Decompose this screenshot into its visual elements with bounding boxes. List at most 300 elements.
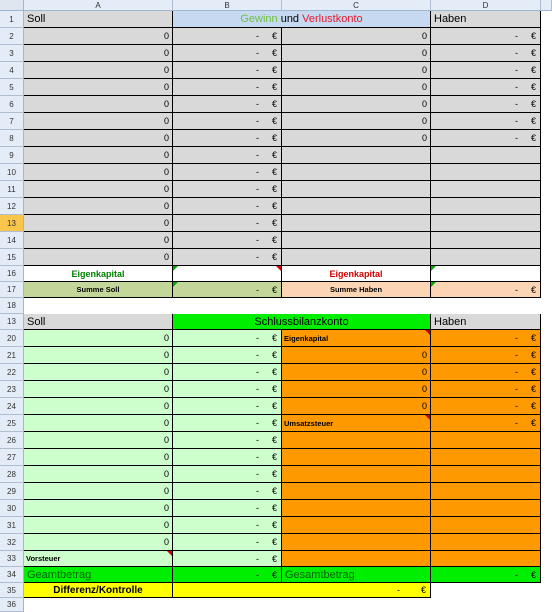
zero-value [282, 28, 427, 44]
zero-value [24, 79, 169, 95]
guv-soll-amount-cell[interactable] [173, 181, 282, 198]
sbk-row-24 [24, 398, 552, 415]
sbk-gesamtbetrag-right-amount[interactable] [431, 567, 541, 583]
column-header-a[interactable]: A [24, 0, 173, 11]
euro-sign: € [271, 452, 277, 462]
zero-value [282, 364, 427, 380]
guv-haben-account-cell[interactable] [282, 198, 431, 215]
sbk-gesamtbetrag-left-text-wrap [27, 567, 172, 582]
row-header-13[interactable]: 13 [0, 314, 24, 330]
sbk-gesamtbetrag-right-label: Gesamtbetrag [285, 568, 355, 581]
row-header-3[interactable]: 3 [0, 45, 24, 62]
column-header-d[interactable]: D [431, 0, 541, 11]
euro-sign: € [271, 486, 277, 496]
zero-value [24, 432, 169, 448]
euro-sign: € [530, 418, 536, 428]
guv-soll-amount-cell[interactable] [173, 62, 282, 79]
guv-row-11 [24, 181, 552, 198]
row-header-2[interactable]: 2 [0, 28, 24, 45]
sbk-row-20 [24, 330, 552, 347]
zero-text: 0 [421, 116, 427, 126]
sbk-haben-amount-cell[interactable] [431, 381, 541, 398]
guv-haben-eigenkapital-amount[interactable] [431, 266, 541, 282]
sbk-soll-account-cell[interactable] [24, 466, 173, 483]
sbk-soll-amount-cell[interactable] [173, 415, 282, 432]
row-header-32[interactable]: 32 [0, 534, 24, 551]
guv-haben-amount-cell[interactable] [431, 232, 541, 249]
row-header-18[interactable]: 18 [0, 298, 24, 314]
guv-row-15 [24, 249, 552, 266]
guv-soll-eigenkapital-label: Eigenkapital [71, 268, 125, 279]
guv-haben-amount-cell[interactable] [431, 79, 541, 96]
guv-soll-amount-cell[interactable] [173, 28, 282, 45]
sbk-soll-amount-cell[interactable] [173, 466, 282, 483]
row-header-24[interactable]: 24 [0, 398, 24, 415]
dash-value: - [256, 48, 259, 58]
sbk-soll-account-cell[interactable] [24, 483, 173, 500]
guv-row-7 [24, 113, 552, 130]
guv-summe-soll[interactable] [24, 282, 173, 298]
sbk-soll-account-cell[interactable] [24, 432, 173, 449]
sbk-row-23 [24, 381, 552, 398]
sbk-umsatzsteuer[interactable] [282, 415, 431, 432]
sbk-haben-amount-cell[interactable] [431, 500, 541, 517]
guv-soll-account-cell[interactable] [24, 79, 173, 96]
dash-value: - [515, 99, 518, 109]
zero-text: 0 [421, 65, 427, 75]
row-header-20[interactable]: 20 [0, 330, 24, 347]
zero-value [24, 517, 169, 533]
guv-soll-amount-cell[interactable] [173, 232, 282, 249]
sbk-haben-account-cell[interactable] [282, 432, 431, 449]
row-header-26[interactable]: 26 [0, 432, 24, 449]
sbk-row-21 [24, 347, 552, 364]
sbk-soll-amount-cell[interactable] [173, 500, 282, 517]
sbk-gesamtbetrag-left-label: Geamtbetrag [27, 568, 92, 581]
dash-value: - [515, 333, 518, 343]
guv-title-cell[interactable] [173, 11, 431, 28]
sbk-umsatzsteuer-text-wrap [282, 415, 430, 431]
row-header-13[interactable]: 13 [0, 215, 24, 232]
sbk-haben-amount-cell[interactable] [431, 398, 541, 415]
guv-soll-amount-cell[interactable] [173, 130, 282, 147]
euro-sign: € [530, 116, 536, 126]
comment-indicator [431, 282, 436, 287]
guv-soll-amount-cell[interactable] [173, 79, 282, 96]
euro-sign: € [271, 252, 277, 262]
guv-soll-account-cell[interactable] [24, 62, 173, 79]
sbk-soll-amount-cell[interactable] [173, 347, 282, 364]
guv-summe-soll-text-wrap [24, 282, 172, 297]
row-header-30[interactable]: 30 [0, 500, 24, 517]
select-all-corner[interactable] [0, 0, 24, 11]
zero-value [282, 96, 427, 112]
sbk-gesamtbetrag-right-text-wrap [285, 567, 430, 582]
guv-soll-account-cell[interactable] [24, 28, 173, 45]
guv-haben-account-cell[interactable] [282, 249, 431, 266]
dash-value: - [256, 218, 259, 228]
zero-text: 0 [163, 65, 169, 75]
sbk-haben-amount-cell[interactable] [431, 483, 541, 500]
zero-value [282, 381, 427, 397]
comment-indicator [173, 282, 178, 287]
sbk-soll-account-cell[interactable] [24, 534, 173, 551]
guv-soll-amount-cell[interactable] [173, 147, 282, 164]
row-header-6[interactable]: 6 [0, 96, 24, 113]
sbk-haben-account-cell[interactable] [282, 466, 431, 483]
guv-row-6 [24, 96, 552, 113]
sbk-row-25 [24, 415, 552, 432]
sbk-gesamtbetrag-left-amount[interactable] [173, 567, 282, 583]
guv-haben-amount-cell[interactable] [431, 96, 541, 113]
sbk-soll-amount-cell[interactable] [173, 449, 282, 466]
dash-value: - [515, 401, 518, 411]
row-header-11[interactable]: 11 [0, 181, 24, 198]
zero-value [24, 449, 169, 465]
differenz-label[interactable] [24, 583, 173, 598]
dash-value: - [515, 31, 518, 41]
euro-sign: € [530, 65, 536, 75]
guv-row-2 [24, 28, 552, 45]
sbk-eigenkapital-label: Eigenkapital [284, 333, 329, 343]
guv-soll-account-cell[interactable] [24, 215, 173, 232]
row-header-15[interactable]: 15 [0, 249, 24, 266]
zero-text: 0 [163, 184, 169, 194]
guv-soll-eigenkapital-amount[interactable] [173, 266, 282, 282]
guv-summe-haben[interactable] [282, 282, 431, 298]
guv-soll-header[interactable] [24, 11, 173, 28]
guv-title-und: und [277, 13, 303, 25]
sbk-haben-header-text-wrap [434, 314, 540, 329]
sbk-title-cell[interactable] [173, 314, 431, 330]
sbk-haben-amount-cell[interactable] [431, 347, 541, 364]
zero-value [282, 130, 427, 146]
zero-text: 0 [163, 201, 169, 211]
sbk-haben-account-cell[interactable] [282, 500, 431, 517]
dash-value: - [256, 384, 259, 394]
guv-soll-account-cell[interactable] [24, 198, 173, 215]
row-header-8[interactable]: 8 [0, 130, 24, 147]
row-header-10[interactable]: 10 [0, 164, 24, 181]
euro-sign: € [271, 150, 277, 160]
zero-value [24, 381, 169, 397]
guv-row-8 [24, 130, 552, 147]
zero-value [282, 398, 427, 414]
zero-value [24, 113, 169, 129]
sbk-row-32 [24, 534, 552, 551]
zero-text: 0 [163, 99, 169, 109]
dash-value: - [256, 537, 259, 547]
row-header-27[interactable]: 27 [0, 449, 24, 466]
sbk-soll-header-label: Soll [27, 315, 46, 328]
guv-soll-amount-cell[interactable] [173, 45, 282, 62]
guv-soll-amount-cell[interactable] [173, 164, 282, 181]
sbk-row-22 [24, 364, 552, 381]
row-header-14[interactable]: 14 [0, 232, 24, 249]
zero-value [24, 534, 169, 550]
sbk-soll-amount-cell[interactable] [173, 517, 282, 534]
comment-indicator [431, 266, 436, 271]
guv-soll-eigenkapital[interactable] [24, 266, 173, 282]
euro-sign: € [271, 435, 277, 445]
zero-value [24, 500, 169, 516]
sbk-vorsteuer[interactable] [24, 551, 173, 567]
guv-haben-account-cell[interactable] [282, 181, 431, 198]
dash-value: - [256, 99, 259, 109]
guv-soll-account-cell[interactable] [24, 45, 173, 62]
zero-text: 0 [163, 31, 169, 41]
dash-value: - [256, 350, 259, 360]
zero-value [24, 164, 169, 180]
sbk-soll-amount-cell[interactable] [173, 381, 282, 398]
row-header-29[interactable]: 29 [0, 483, 24, 500]
zero-text: 0 [163, 82, 169, 92]
row-header-28[interactable]: 28 [0, 466, 24, 483]
euro-sign: € [271, 184, 277, 194]
guv-summe-haben-amount[interactable] [431, 282, 541, 298]
row-header-4[interactable]: 4 [0, 62, 24, 79]
guv-haben-amount-cell[interactable] [431, 45, 541, 62]
euro-sign: € [271, 469, 277, 479]
sbk-haben-header[interactable] [431, 314, 541, 330]
sbk-haben-amount-cell[interactable] [431, 415, 541, 432]
euro-sign: € [530, 384, 536, 394]
sbk-haben-amount-cell[interactable] [431, 534, 541, 551]
sbk-haben-amount-cell[interactable] [431, 551, 541, 567]
dash-value: - [256, 520, 259, 530]
guv-soll-account-cell[interactable] [24, 130, 173, 147]
guv-haben-amount-cell[interactable] [431, 164, 541, 181]
guv-haben-account-cell[interactable] [282, 215, 431, 232]
euro-sign: € [271, 367, 277, 377]
zero-value [24, 466, 169, 482]
sbk-haben-account-cell[interactable] [282, 483, 431, 500]
guv-haben-account-cell[interactable] [282, 147, 431, 164]
sbk-soll-amount-cell[interactable] [173, 432, 282, 449]
sbk-row-29 [24, 483, 552, 500]
column-header-b[interactable]: B [173, 0, 282, 11]
guv-summe-haben-label: Summe Haben [329, 285, 383, 294]
sbk-soll-amount-cell[interactable] [173, 483, 282, 500]
guv-soll-amount-cell[interactable] [173, 198, 282, 215]
zero-text: 0 [421, 350, 427, 360]
sbk-soll-account-cell[interactable] [24, 364, 173, 381]
dash-value: - [397, 585, 400, 595]
guv-soll-account-cell[interactable] [24, 232, 173, 249]
zero-value [24, 198, 169, 214]
row-header-7[interactable]: 7 [0, 113, 24, 130]
row-header-9[interactable]: 9 [0, 147, 24, 164]
sbk-row-30 [24, 500, 552, 517]
zero-text: 0 [163, 469, 169, 479]
dash-value: - [256, 486, 259, 496]
sbk-soll-account-cell[interactable] [24, 415, 173, 432]
guv-haben-eigenkapital[interactable] [282, 266, 431, 282]
sbk-haben-account-cell[interactable] [282, 347, 431, 364]
sbk-haben-amount-cell[interactable] [431, 517, 541, 534]
row-header-21[interactable]: 21 [0, 347, 24, 364]
zero-value [24, 249, 169, 265]
guv-haben-amount-cell[interactable] [431, 215, 541, 232]
guv-summe-soll-label: Summe Soll [76, 285, 120, 294]
guv-soll-account-cell[interactable] [24, 164, 173, 181]
guv-soll-account-cell[interactable] [24, 181, 173, 198]
euro-sign: € [420, 585, 426, 595]
zero-text: 0 [163, 252, 169, 262]
row-header-25[interactable]: 25 [0, 415, 24, 432]
guv-title-wrap [173, 11, 430, 27]
sbk-row-27 [24, 449, 552, 466]
zero-text: 0 [163, 167, 169, 177]
row-header-1[interactable]: 1 [0, 11, 24, 28]
dash-value: - [256, 150, 259, 160]
sbk-soll-header[interactable] [24, 314, 173, 330]
column-header-e[interactable] [541, 0, 552, 11]
guv-summe-row [24, 282, 552, 298]
sbk-haben-amount-cell[interactable] [431, 466, 541, 483]
row-header-33[interactable]: 33 [0, 551, 24, 567]
sbk-haben-account-cell[interactable] [282, 534, 431, 551]
sbk-gesamtbetrag-right[interactable] [282, 567, 431, 583]
dash-value: - [515, 384, 518, 394]
row-header-16[interactable]: 16 [0, 266, 24, 282]
comment-indicator [425, 415, 430, 420]
zero-text: 0 [163, 384, 169, 394]
sbk-soll-account-cell[interactable] [24, 381, 173, 398]
zero-text: 0 [421, 367, 427, 377]
sbk-haben-account-cell[interactable] [282, 364, 431, 381]
guv-haben-header[interactable] [431, 11, 541, 28]
row-header-34[interactable]: 34 [0, 567, 24, 583]
dash-value: - [256, 201, 259, 211]
sbk-row-31 [24, 517, 552, 534]
row-header-5[interactable]: 5 [0, 79, 24, 96]
euro-sign: € [530, 333, 536, 343]
guv-haben-account-cell[interactable] [282, 28, 431, 45]
guv-haben-account-cell[interactable] [282, 62, 431, 79]
sbk-haben-amount-cell[interactable] [431, 330, 541, 347]
sbk-haben-account-cell[interactable] [282, 381, 431, 398]
sbk-soll-amount-cell[interactable] [173, 364, 282, 381]
row-header-36[interactable]: 36 [0, 598, 24, 612]
sbk-soll-account-cell[interactable] [24, 398, 173, 415]
guv-haben-amount-cell[interactable] [431, 181, 541, 198]
row-header-23[interactable]: 23 [0, 381, 24, 398]
sbk-soll-account-cell[interactable] [24, 449, 173, 466]
differenz-amount[interactable] [173, 583, 431, 598]
sbk-haben-amount-cell[interactable] [431, 364, 541, 381]
comment-indicator [276, 266, 281, 271]
sbk-soll-amount-cell[interactable] [173, 330, 282, 347]
zero-text: 0 [421, 401, 427, 411]
zero-value [24, 96, 169, 112]
guv-soll-amount-cell[interactable] [173, 249, 282, 266]
zero-text: 0 [163, 48, 169, 58]
sbk-eigenkapital[interactable] [282, 330, 431, 347]
guv-haben-amount-cell[interactable] [431, 130, 541, 147]
guv-haben-amount-cell[interactable] [431, 62, 541, 79]
guv-soll-account-cell[interactable] [24, 113, 173, 130]
euro-sign: € [271, 333, 277, 343]
dash-value: - [515, 82, 518, 92]
guv-soll-amount-cell[interactable] [173, 96, 282, 113]
guv-haben-amount-cell[interactable] [431, 113, 541, 130]
sbk-haben-account-cell[interactable] [282, 551, 431, 567]
row-header-35[interactable]: 35 [0, 583, 24, 598]
guv-haben-account-cell[interactable] [282, 79, 431, 96]
sbk-haben-account-cell[interactable] [282, 398, 431, 415]
sbk-soll-account-cell[interactable] [24, 500, 173, 517]
row-header-22[interactable]: 22 [0, 364, 24, 381]
guv-haben-amount-cell[interactable] [431, 249, 541, 266]
guv-title-verlust: Verlustkonto [302, 13, 363, 25]
row-header-17[interactable]: 17 [0, 282, 24, 298]
guv-haben-account-cell[interactable] [282, 232, 431, 249]
sbk-soll-account-cell[interactable] [24, 517, 173, 534]
guv-title-gewinn: Gewinn [240, 13, 278, 25]
sbk-gesamtbetrag-left[interactable] [24, 567, 173, 583]
guv-soll-account-cell[interactable] [24, 147, 173, 164]
sbk-haben-amount-cell[interactable] [431, 449, 541, 466]
sbk-haben-account-cell[interactable] [282, 449, 431, 466]
guv-haben-amount-cell[interactable] [431, 28, 541, 45]
sbk-haben-account-cell[interactable] [282, 517, 431, 534]
zero-text: 0 [163, 452, 169, 462]
guv-soll-amount-cell[interactable] [173, 113, 282, 130]
row-header-12[interactable]: 12 [0, 198, 24, 215]
sbk-soll-account-cell[interactable] [24, 347, 173, 364]
column-header-c[interactable]: C [282, 0, 431, 11]
sbk-soll-amount-cell[interactable] [173, 551, 282, 567]
zero-text: 0 [163, 418, 169, 428]
guv-haben-amount-cell[interactable] [431, 147, 541, 164]
sbk-soll-account-cell[interactable] [24, 330, 173, 347]
guv-row-10 [24, 164, 552, 181]
guv-haben-account-cell[interactable] [282, 96, 431, 113]
guv-haben-account-cell[interactable] [282, 130, 431, 147]
comment-indicator [173, 266, 178, 271]
comment-indicator [167, 551, 172, 556]
zero-text: 0 [163, 333, 169, 343]
guv-soll-amount-cell[interactable] [173, 215, 282, 232]
dash-value: - [256, 418, 259, 428]
guv-haben-account-cell[interactable] [282, 113, 431, 130]
dash-value: - [256, 167, 259, 177]
euro-sign: € [271, 537, 277, 547]
guv-row-13 [24, 215, 552, 232]
sbk-soll-header-text-wrap [27, 314, 172, 329]
zero-text: 0 [421, 99, 427, 109]
sbk-row-33 [24, 551, 552, 567]
row-header-31[interactable]: 31 [0, 517, 24, 534]
guv-soll-account-cell[interactable] [24, 249, 173, 266]
euro-sign: € [530, 367, 536, 377]
dash-value: - [515, 133, 518, 143]
guv-summe-soll-amount[interactable] [173, 282, 282, 298]
dash-value: - [256, 116, 259, 126]
guv-soll-account-cell[interactable] [24, 96, 173, 113]
guv-haben-account-cell[interactable] [282, 45, 431, 62]
sbk-soll-amount-cell[interactable] [173, 398, 282, 415]
guv-haben-amount-cell[interactable] [431, 198, 541, 215]
sbk-soll-amount-cell[interactable] [173, 534, 282, 551]
guv-row-4 [24, 62, 552, 79]
guv-summe-haben-text-wrap [282, 282, 430, 297]
sbk-haben-amount-cell[interactable] [431, 432, 541, 449]
guv-haben-account-cell[interactable] [282, 164, 431, 181]
guv-haben-eigenkapital-text-wrap [282, 266, 430, 281]
euro-sign: € [271, 553, 277, 564]
